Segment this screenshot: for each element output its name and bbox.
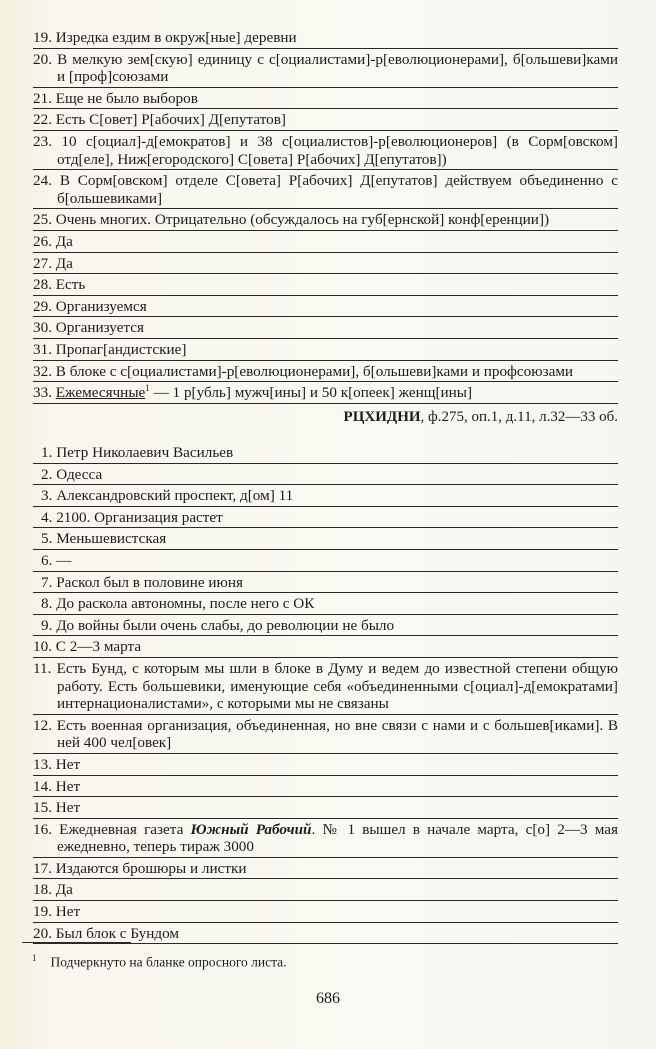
answer-text: До раскола автономны, после него с ОК <box>56 595 315 613</box>
answer-row <box>33 231 618 253</box>
answer-row <box>33 464 618 486</box>
answer-text: С 2—3 марта <box>55 638 142 656</box>
answer-row <box>33 131 618 170</box>
answer-number: 30. <box>33 319 52 337</box>
answer-number: 33. <box>33 384 52 402</box>
answer-number: 14. <box>33 777 52 795</box>
archive-reference: , ф.275, оп.1, д.11, л.32—33 об. <box>420 408 618 425</box>
answer-text: До войны были очень слабы, до революции не было <box>56 616 395 634</box>
footnote <box>32 950 287 971</box>
answer-row <box>33 550 618 572</box>
answer-row <box>33 253 618 275</box>
answer-text: Был блок с Бундом <box>55 924 180 942</box>
answer-number: 7. <box>41 573 53 591</box>
answer-text: Меньшевистская <box>56 530 167 548</box>
archive-name: РЦХИДНИ <box>343 408 421 425</box>
footnote-text: Подчеркнуто на бланке опросного листа. <box>50 954 287 970</box>
answer-text: Раскол был в половине июня <box>56 573 244 591</box>
answer-number: 3. <box>41 487 53 505</box>
answer-row <box>33 923 618 945</box>
answer-text: Нет <box>55 755 81 773</box>
answer-number: 2. <box>41 465 53 483</box>
answer-row <box>33 858 618 880</box>
answer-text: 10 с[оциал]-д[емократов] и 38 с[оциалистов]-р[еволюционеров] (в Сорм[овском] отд[еле], Ниж[егородского] С[овета] Р[абочих] Д[епутатов]) <box>57 132 618 168</box>
answer-number: 23. <box>33 132 52 150</box>
answer-number: 20. <box>33 50 52 68</box>
answer-row <box>33 715 618 754</box>
answer-row <box>33 797 618 819</box>
answer-number: 17. <box>33 859 52 877</box>
answer-number: 21. <box>33 89 52 107</box>
answer-text: Да <box>55 232 73 250</box>
answer-number: 24. <box>33 172 52 190</box>
answer-number: 8. <box>41 595 53 613</box>
answer-text: — 1 р[убль] мужч[ины] и 50 к[опеек] женщ[ины] <box>149 384 473 402</box>
answer-number: 4. <box>41 508 53 526</box>
answer-number: 31. <box>33 340 52 358</box>
answer-text: . № 1 вышел в начале марта, с[о] 2—3 мая ежедневно, теперь тираж 3000 <box>57 820 618 856</box>
answer-row <box>33 317 618 339</box>
answer-number: 19. <box>33 29 52 46</box>
answer-number: 6. <box>41 551 53 569</box>
answer-number: 26. <box>33 232 52 250</box>
answers-block-1 <box>33 27 618 426</box>
answer-row <box>33 901 618 923</box>
answer-number: 27. <box>33 254 52 272</box>
answer-text: Одесса <box>56 465 103 483</box>
answer-text: Есть Бунд, с которым мы шли в блоке в Думу и ведем до известной степени общую работу. Есть большевики, именующие себя «объединенными с[оциал]-д[емократами] интернационалистами», с которыми мы не связаны <box>56 659 618 713</box>
answer-row <box>33 593 618 615</box>
answer-row <box>33 485 618 507</box>
answer-number: 11. <box>33 659 52 677</box>
answer-text: Да <box>55 254 73 272</box>
answer-row <box>33 507 618 529</box>
page-number: 686 <box>316 990 340 1007</box>
answer-number: 13. <box>33 755 52 773</box>
answer-text: В блоке с с[оциалистами]-р[еволюционерами], б[ольшеви]ками и профсоюзами <box>55 362 574 380</box>
answer-text: Да <box>55 881 73 899</box>
footnote-divider <box>22 942 131 943</box>
answer-row <box>33 819 618 858</box>
footnote-mark: 1 <box>32 953 37 963</box>
answer-row <box>33 49 618 88</box>
answer-text: Издаются брошюры и листки <box>55 859 247 877</box>
answer-number: 12. <box>33 716 52 734</box>
answers-block-2 <box>33 442 618 944</box>
answer-number: 19. <box>33 903 52 921</box>
answer-number: 32. <box>33 362 52 380</box>
answer-text: Есть С[овет] Р[абочих] Д[епутатов] <box>55 111 286 129</box>
answer-row <box>33 658 618 715</box>
answer-text: Пропаг[андистские] <box>55 340 187 358</box>
answer-text: 2100. Организация растет <box>56 508 223 526</box>
answer-text: Еще не было выборов <box>55 89 198 107</box>
answer-row <box>33 572 618 594</box>
answer-row <box>33 274 618 296</box>
answer-number: 16. <box>33 820 52 838</box>
answer-row <box>33 382 618 404</box>
underlined-word: Ежемесячные <box>55 384 146 402</box>
answer-text: В мелкую зем[скую] единицу с с[оциалистами]-р[еволюционерами], б[ольшеви]ками и [проф]союзами <box>57 50 618 86</box>
answer-row <box>33 754 618 776</box>
answer-text-before: Ежедневная газета <box>59 820 191 838</box>
answer-text: Есть военная организация, объединенная, но вне связи с нами и с большев[иками]. В ней 400 чел[овек] <box>56 716 619 752</box>
answer-row <box>33 27 618 49</box>
answer-row <box>33 615 618 637</box>
answer-number: 20. <box>33 924 52 942</box>
answer-number: 18. <box>33 881 52 899</box>
answer-row <box>33 88 618 110</box>
answer-row <box>33 361 618 383</box>
answer-row <box>33 528 618 550</box>
answer-row <box>33 296 618 318</box>
answer-number: 10. <box>33 638 52 656</box>
answer-row <box>33 209 618 231</box>
answer-number: 15. <box>33 799 52 817</box>
answer-number: 1. <box>41 444 53 461</box>
answer-text: Нет <box>55 799 81 817</box>
answer-number: 22. <box>33 111 52 129</box>
answer-text: В Сорм[овском] отделе С[овета] Р[абочих] Д[епутатов] действуем объединенно с б[ольшевиками] <box>57 172 618 207</box>
answer-row <box>33 339 618 361</box>
answer-text: Нет <box>55 903 81 921</box>
answer-text: Очень многих. Отрицательно (обсуждалось на губ[ернской] конф[еренции]) <box>55 211 550 229</box>
answer-text: Организуется <box>55 319 144 337</box>
answer-text: Нет <box>55 777 81 795</box>
answer-text: Организуемся <box>55 297 147 315</box>
answer-text: Изредка ездим в окруж[ные] деревни <box>55 29 297 46</box>
answer-text: Есть <box>55 276 86 294</box>
answer-row <box>33 442 618 464</box>
footnote-reference[interactable]: 1 <box>145 383 150 394</box>
answer-number: 28. <box>33 276 52 294</box>
answer-text: Петр Николаевич Васильев <box>56 444 234 461</box>
answer-number: 29. <box>33 297 52 315</box>
answer-number: 9. <box>41 616 53 634</box>
answer-row <box>33 879 618 901</box>
newspaper-title: Южный Рабочий <box>190 820 312 838</box>
answer-number: 5. <box>41 530 53 548</box>
answer-row <box>33 170 618 209</box>
answer-text: Александровский проспект, д[ом] 11 <box>56 487 294 505</box>
answer-row <box>33 636 618 658</box>
answer-row <box>33 109 618 131</box>
answer-row <box>33 776 618 798</box>
archive-citation <box>33 404 618 426</box>
answer-number: 25. <box>33 211 52 229</box>
answer-text: — <box>56 551 72 569</box>
